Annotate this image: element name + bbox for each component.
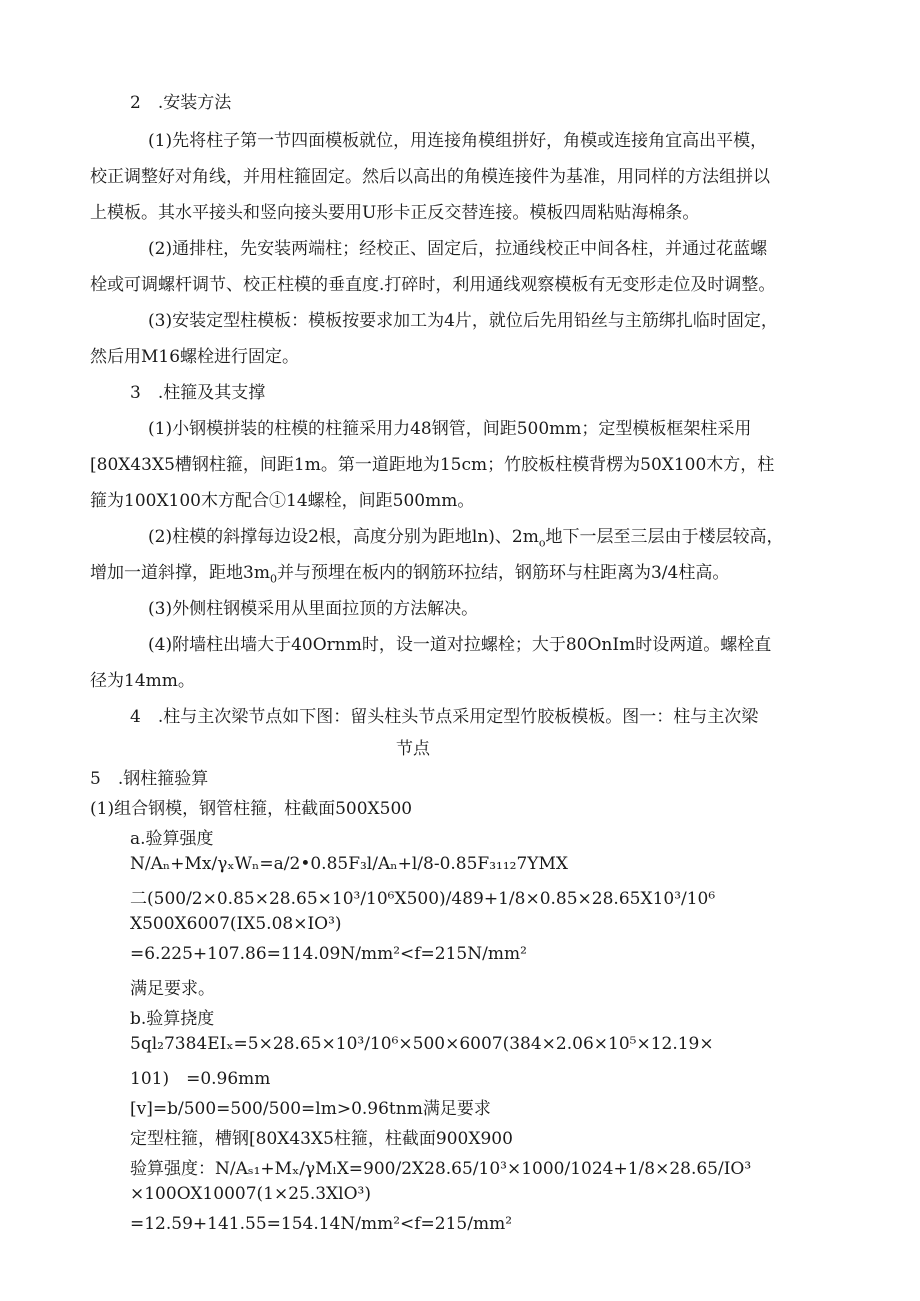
s2-p1-line2: 校正调整好对角线，并用柱箍固定。然后以高出的角模连接件为基准，用同样的方法组拼以 — [90, 167, 770, 187]
s3-p4-line2: 径为14mm。 — [90, 671, 195, 691]
s3-p1-line3: 箍为100X100木方配合①14螺栓，间距500mm。 — [90, 491, 475, 511]
s3-p3: (3)外侧柱钢模采用从里面拉顶的方法解决。 — [148, 599, 479, 619]
s3-p1-line1: (1)小钢模拼装的柱模的柱箍采用力48钢管，间距500mm；定型模板框架柱采用 — [148, 419, 752, 439]
s3-p2-a: (2)柱模的斜撑每边设2根，高度分别为距地ln)、2m — [148, 527, 539, 547]
s2-p2-line2: 栓或可调螺杆调节、校正柱模的垂直度.打碎时，利用通线观察模板有无变形走位及时调整。 — [90, 275, 776, 295]
s3-p4-line1: (4)附墙柱出墙大于40Ornm时，设一道对拉螺栓；大于80OnIm时设两道。螺栓直 — [148, 635, 772, 655]
s5-b-title: b.验算挠度 — [130, 1009, 215, 1029]
s5-sub2: 定型柱箍，槽钢[80X43X5柱箍，柱截面900X900 — [130, 1129, 513, 1149]
s5-formula-5: 5ql₂7384EIₓ=5×28.65×10³/10⁶×500×6007(384×2.06×10⁵×12.19× — [130, 1034, 714, 1054]
s5-formula-8: 验算强度：N/Aₛ₁+Mₓ/γMₗX=900/2X28.65/10³×1000/1024+1/8×28.65/IO³ — [130, 1159, 752, 1179]
s5-sub1: (1)组合钢模，钢管柱箍，柱截面500X500 — [90, 799, 413, 819]
s5-formula-9: ×100OX10007(1×25.3XlO³) — [130, 1184, 371, 1204]
s3-p2-b-end: 并与预埋在板内的钢筋环拉结，钢筋环与柱距离为3/4柱高。 — [276, 563, 730, 583]
s5-formula-7: [v]=b/500=500/500=lm>0.96tnm满足要求 — [130, 1099, 491, 1119]
s5-formula-4: =6.225+107.86=114.09N/mm²<f=215N/mm² — [130, 944, 527, 964]
s3-p2-line2 — [90, 558, 729, 585]
s3-p2-a-end: 地下一层至三层由于楼层较高， — [545, 527, 784, 547]
s2-p3-line1: (3)安装定型柱模板：模板按要求加工为4片，就位后先用铅丝与主筋绑扎临时固定， — [148, 311, 778, 331]
s5-formula-3: X500X6007(IX5.08×IO³) — [130, 914, 342, 934]
s5-formula-10: =12.59+141.55=154.14N/mm²<f=215/mm² — [130, 1214, 513, 1234]
s5-formula-1: N/Aₙ+Mx/γₓWₙ=a/2•0.85F₃l/Aₙ+l/8-0.85F₃₁₁₂7YMX — [130, 854, 569, 874]
s2-p1-line1: (1)先将柱子第一节四面模板就位，用连接角模组拼好，角模或连接角宜高出平模， — [148, 131, 768, 151]
s5-formula-2: 二(500/2×0.85×28.65×10³/10⁶X500)/489+1/8×0.85×28.65X10³/10⁶ — [130, 889, 716, 909]
s3-p1-line2: [80X43X5槽钢柱箍，间距1m。第一道距地为15cm；竹胶板柱模背楞为50X100木方，柱 — [90, 455, 775, 475]
section-3-heading: 3 .柱箍及其支撑 — [130, 383, 266, 403]
section-2-heading: 2 .安装方法 — [130, 93, 232, 113]
s5-ok-1: 满足要求。 — [130, 979, 215, 999]
section-4-line1: 4 .柱与主次梁节点如下图：留头柱头节点采用定型竹胶板模板。图一：柱与主次梁 — [130, 707, 759, 727]
s2-p1-line3: 上模板。其水平接头和竖向接头要用U形卡正反交替连接。模板四周粘贴海棉条。 — [90, 203, 700, 223]
s2-p2-line1: (2)通排柱，先安装两端柱；经校正、固定后，拉通线校正中间各柱，并通过花蓝螺 — [148, 239, 768, 259]
s3-p2-b: 增加一道斜撑，距地3m — [90, 563, 270, 583]
section-5-heading: 5 .钢柱箍验算 — [90, 769, 209, 789]
s3-p2-line1 — [148, 522, 784, 549]
section-4-line2: 节点 — [396, 739, 430, 759]
s2-p3-line2: 然后用M16螺栓进行固定。 — [90, 347, 300, 367]
s3-p2-a-sub: o — [538, 536, 546, 550]
s3-p2-b-sub: 0 — [269, 572, 277, 586]
s5-formula-6: 101) =0.96mm — [130, 1069, 271, 1089]
s5-a-title: a.验算强度 — [130, 829, 214, 849]
